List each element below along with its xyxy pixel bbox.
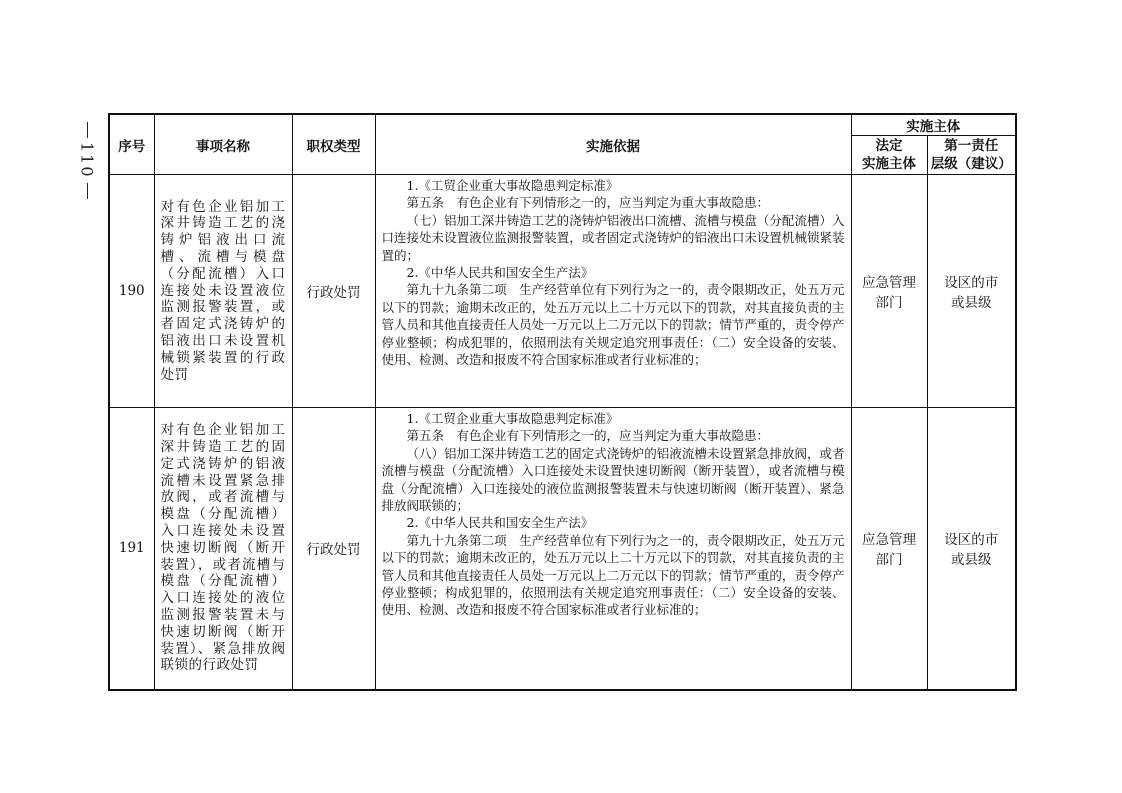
cell-item-name: 对有色企业铝加工深井铸造工艺的固定式浇铸炉的铝液流槽未设置紧急排放阀，或者流槽与模盘（分配流槽）入口连接处未设置快速切断阀（断开装置），或者流槽与模盘（分配流槽）入口连接处的液位监测报警装置未与快速切断阀（断开装置）、紧急排放阀联锁的行政处罚	[154, 408, 292, 690]
header-legal-subject	[851, 136, 927, 175]
header-item-name: 事项名称	[154, 114, 292, 175]
table-row	[109, 408, 1016, 690]
cell-seq: 190	[109, 175, 154, 408]
cell-basis	[375, 175, 851, 408]
cell-item-name: 对有色企业铝加工深井铸造工艺的浇铸炉铝液出口流槽、流槽与模盘（分配流槽）入口连接处未设置液位监测报警装置，或者固定式浇铸炉的铝液出口未设置机械锁紧装置的行政处罚	[154, 175, 292, 408]
basis-line: 1.《工贸企业重大事故隐患判定标准》	[406, 411, 619, 426]
basis-line: （八）铝加工深井铸造工艺的固定式浇铸炉的铝液流槽未设置紧急排放阀，或者流槽与模盘（分配流槽）入口连接处未设置快速切断阀（断开装置），或者流槽与模盘（分配流槽）入口连接处的液位监测报警装置未与快速切断阀（断开装置）、紧急排放阀联锁的；	[381, 445, 845, 514]
cell-power-type: 行政处罚	[292, 408, 375, 690]
first-level-text: 设区的市或县级	[944, 532, 999, 569]
header-legal-subject-line1: 法定	[875, 138, 903, 154]
basis-line: （七）铝加工深井铸造工艺的浇铸炉铝液出口流槽、流槽与模盘（分配流槽）入口连接处未设置液位监测报警装置，或者固定式浇铸炉的铝液出口未设置机械锁紧装置的；	[381, 212, 845, 263]
header-basis: 实施依据	[375, 114, 851, 175]
header-implementing-subject: 实施主体	[851, 114, 1016, 136]
cell-seq: 191	[109, 408, 154, 690]
legal-subject-text: 应急管理部门	[862, 532, 916, 569]
header-legal-subject-line2: 实施主体	[862, 156, 916, 172]
power-list-table	[108, 113, 1017, 691]
basis-line: 第九十九条第二项 生产经营单位有下列行为之一的，责令限期改正，处五万元以下的罚款；逾期未改正的，处五万元以上二十万元以下的罚款，对其直接负责的主管人员和其他直接责任人员处一万元以上二万元以下的罚款；情节严重的，责令停产停业整顿；构成犯罪的，依照刑法有关规定追究刑事责任：（二）安全设备的安装、使用、检测、改造和报废不符合国家标准或者行业标准的；	[381, 532, 845, 618]
header-first-level-line2: 层级（建议）	[930, 156, 1012, 172]
cell-basis	[375, 408, 851, 690]
page-number-dash-top	[87, 122, 88, 138]
header-power-type: 职权类型	[292, 114, 375, 175]
cell-first-level	[927, 408, 1016, 690]
first-level-text: 设区的市或县级	[944, 275, 999, 311]
cell-first-level	[927, 175, 1016, 408]
table-row	[109, 175, 1016, 408]
basis-line: 1.《工贸企业重大事故隐患判定标准》	[406, 178, 619, 193]
page-number-text: 110	[77, 142, 97, 179]
cell-legal-subject	[851, 408, 927, 690]
header-seq: 序号	[109, 114, 154, 175]
page-number-dash-bottom	[87, 183, 88, 199]
basis-line: 2.《中华人民共和国安全生产法》	[406, 265, 594, 281]
cell-legal-subject	[851, 175, 927, 408]
basis-line: 第五条 有色企业有下列情形之一的，应当判定为重大事故隐患：	[406, 195, 770, 211]
header-first-level-line1: 第一责任	[944, 138, 999, 154]
basis-line: 第九十九条第二项 生产经营单位有下列行为之一的，责令限期改正，处五万元以下的罚款；逾期未改正的，处五万元以上二十万元以下的罚款，对其直接负责的主管人员和其他直接责任人员处一万元以上二万元以下的罚款；情节严重的，责令停产停业整顿；构成犯罪的，依照刑法有关规定追究刑事责任：（二）安全设备的安装、使用、检测、改造和报废不符合国家标准或者行业标准的；	[381, 282, 845, 368]
basis-line: 第五条 有色企业有下列情形之一的，应当判定为重大事故隐患：	[406, 428, 770, 444]
legal-subject-text: 应急管理部门	[862, 275, 916, 311]
basis-line: 2.《中华人民共和国安全生产法》	[406, 515, 594, 531]
header-first-level	[927, 136, 1016, 175]
cell-power-type: 行政处罚	[292, 175, 375, 408]
page-number	[72, 118, 102, 203]
